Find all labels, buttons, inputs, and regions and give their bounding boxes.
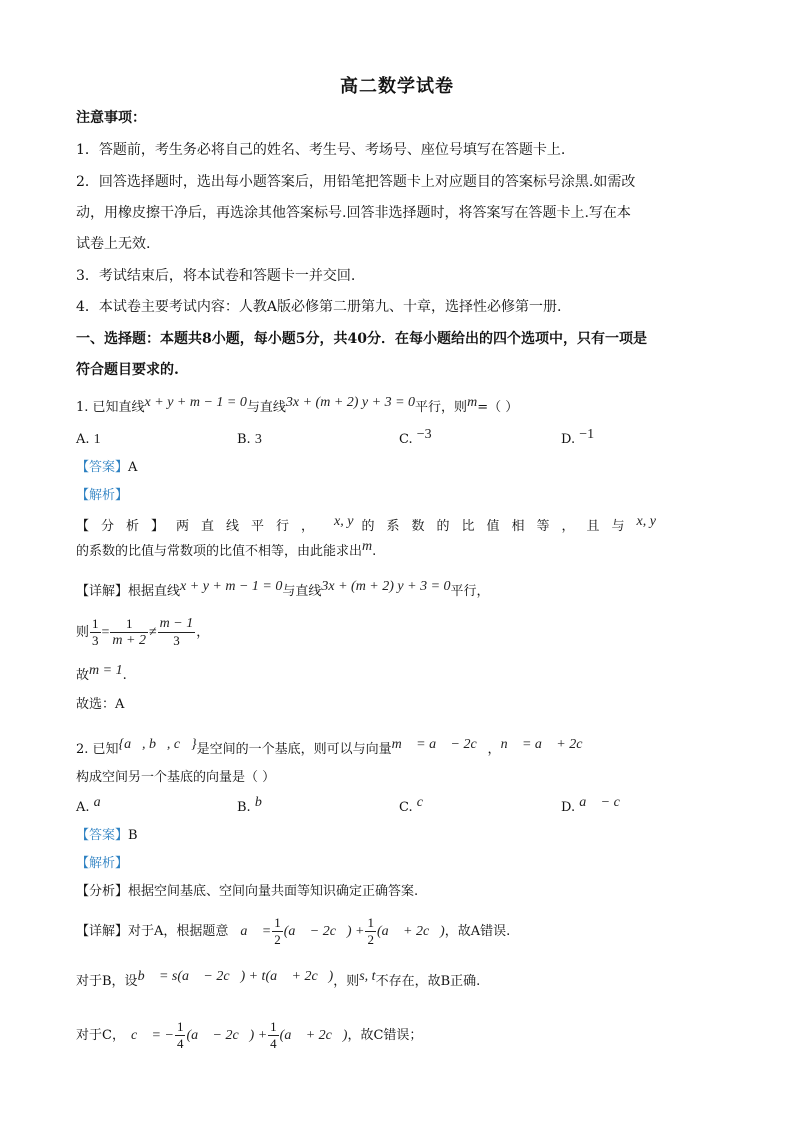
- q1-suffix2: =（ ）: [477, 400, 519, 415]
- detail-text-3: 平行，: [450, 584, 490, 599]
- option-value: a⃗ − c⃗: [579, 795, 631, 810]
- fenxi-text-3: 的系数的比值与常数项的比值不相等，由此能求出: [76, 544, 363, 559]
- notice-item-3: 3．考试结束后，将本试卷和答题卡一并交回.: [76, 268, 356, 284]
- detail-a-post: ，故A错误.: [444, 924, 511, 939]
- q1-result: [76, 663, 127, 686]
- detail-a-lhs: a⃗ =: [240, 924, 272, 939]
- q2-option-a: [76, 795, 112, 816]
- q2-basis: {a⃗, b⃗, c⃗}: [118, 737, 197, 752]
- detail-b-post: 不存在，故B正确.: [375, 974, 481, 989]
- notice-item-4: 4．本试卷主要考试内容：人教A版必修第二册第九、十章，选择性必修第一册.: [76, 299, 562, 315]
- fenxi-text-2: 的系数的比值相等，且与: [361, 519, 637, 534]
- option-value: −3: [416, 427, 432, 442]
- equals-sign: =: [101, 625, 110, 640]
- notice-item-1: 1．答题前，考生务必将自己的姓名、考生号、考场号、座位号填写在答题卡上.: [76, 142, 566, 158]
- ze-label: 则: [76, 625, 90, 640]
- notice-item-2-end: 试卷上无效.: [76, 236, 151, 252]
- frac-num: 1: [367, 915, 374, 930]
- fenxi-tag: 【分析】: [76, 519, 177, 534]
- detail-line2-eq: 3x + (m + 2) y + 3 = 0: [321, 579, 451, 594]
- option-letter: B.: [237, 432, 251, 447]
- xy-vars: x, y: [334, 514, 354, 529]
- answer-tag: 【答案】: [76, 460, 129, 475]
- q2-analysis-tag: 【解析】: [76, 856, 129, 871]
- frac-den: 3: [92, 633, 99, 648]
- q1-line1-eq: x + y + m − 1 = 0: [144, 395, 247, 410]
- half-frac: [365, 915, 376, 948]
- q2-detail-c: [76, 1016, 422, 1056]
- frac-c: [158, 616, 196, 649]
- q2-detail-a: [76, 912, 510, 952]
- detail-c-term2: (a⃗ + 2c⃗): [279, 1028, 348, 1043]
- q1-option-a: [76, 432, 101, 448]
- q1-suffix1: 平行，则: [415, 400, 468, 415]
- detail-a-term2: (a⃗ + 2c⃗): [376, 924, 445, 939]
- q1-answer: [76, 458, 137, 478]
- frac-b: [110, 616, 148, 649]
- fenxi-end: .: [372, 544, 377, 559]
- option-letter: D.: [561, 432, 576, 447]
- answer-value: A: [128, 460, 138, 475]
- detail-text-1: 根据直线: [128, 584, 181, 599]
- detail-tag: 【详解】: [76, 584, 129, 599]
- section-heading: 一、选择题：本题共8小题，每小题5分，共40分．在每小题给出的四个选项中，只有一项是: [76, 331, 647, 347]
- frac-den: 4: [270, 1036, 277, 1051]
- option-letter: C.: [399, 800, 413, 815]
- frac-den: m + 2: [112, 633, 146, 648]
- option-letter: A.: [76, 800, 90, 815]
- detail-a-term1: (a⃗ − 2c⃗) +: [283, 924, 365, 939]
- notice-item-2-cont: 动，用橡皮擦干净后，再选涂其他答案标号.回答非选择题时，将答案写在答题卡上.写在本: [76, 205, 631, 221]
- fenxi-text-1: 两直线平行，: [176, 519, 327, 534]
- result-eq: m = 1: [89, 663, 123, 678]
- q1-var: m: [467, 395, 478, 410]
- q2-vec-m: m⃗ = a⃗ − 2c⃗: [391, 737, 488, 752]
- q1-mid: 与直线: [246, 400, 286, 415]
- q2-detail-b: [76, 969, 481, 992]
- frac-den: 4: [176, 1036, 184, 1051]
- option-letter: C.: [399, 432, 413, 447]
- frac-den: 2: [367, 932, 374, 947]
- q1-choose: 故选：A: [76, 697, 125, 712]
- section-heading-cont: 符合题目要求的.: [76, 362, 179, 378]
- option-letter: D.: [561, 800, 576, 815]
- detail-a-text: 【详解】对于A，根据题意: [76, 924, 229, 939]
- xy-vars: x, y: [636, 514, 656, 529]
- not-equal-sign: ≠: [148, 625, 157, 640]
- q1-option-c: [399, 427, 432, 448]
- detail-c-post: ，故C错误；: [347, 1028, 423, 1043]
- q2-vec-n: n⃗ = a⃗ + 2c⃗: [500, 737, 594, 752]
- q2-option-d: [561, 795, 631, 816]
- frac-num: 1: [110, 616, 148, 633]
- q1-ratio: [76, 614, 209, 652]
- frac-num: m − 1: [159, 616, 194, 631]
- q2-option-c: [399, 795, 434, 816]
- option-value: c⃗: [416, 795, 434, 810]
- option-value: −1: [579, 427, 595, 442]
- q2-option-b: [237, 795, 273, 816]
- frac-a: [90, 616, 101, 649]
- q2-prefix: 2. 已知: [76, 742, 119, 757]
- frac-den: 2: [274, 932, 281, 947]
- gu-label: 故: [76, 668, 90, 683]
- answer-value: B: [128, 828, 138, 843]
- q1-option-b: [237, 432, 262, 448]
- frac-num: 1: [92, 616, 99, 631]
- q1-fenxi: [76, 514, 656, 537]
- option-value: 3: [254, 432, 262, 447]
- frac-num: 1: [176, 1019, 184, 1034]
- quarter-frac: [175, 1019, 186, 1052]
- frac-num: 1: [270, 1019, 277, 1034]
- frac-den: 3: [173, 633, 180, 648]
- q1-fenxi-cont: [76, 539, 377, 562]
- q2-fenxi: 【分析】根据空间基底、空间向量共面等知识确定正确答案.: [76, 884, 419, 899]
- q2-line2: 构成空间另一个基底的向量是（ ）: [76, 770, 276, 785]
- question-2: [76, 737, 594, 760]
- q1-option-d: [561, 427, 595, 448]
- notice-item-2: 2．回答选择题时，选出每小题答案后，用铅笔把答题卡上对应题目的答案标号涂黑.如需改: [76, 174, 636, 190]
- comma: ，: [487, 742, 501, 757]
- detail-text-2: 与直线: [282, 584, 322, 599]
- question-1: [76, 395, 519, 418]
- half-frac: [272, 915, 283, 948]
- detail-c-term1: (a⃗ − 2c⃗) +: [186, 1028, 268, 1043]
- option-letter: B.: [237, 800, 251, 815]
- detail-b-mid: ，则: [333, 974, 360, 989]
- q2-mid: 是空间的一个基底，则可以与向量: [196, 742, 392, 757]
- comma: ，: [196, 625, 210, 640]
- notice-heading: 注意事项：: [76, 110, 146, 126]
- detail-b-eq: b⃗ = s(a⃗ − 2c⃗) + t(a⃗ + 2c⃗): [137, 969, 334, 984]
- option-value: 1: [93, 432, 101, 447]
- option-letter: A.: [76, 432, 90, 447]
- q1-detail: [76, 579, 490, 602]
- page-title: 高二数学试卷: [340, 76, 454, 97]
- detail-c-text: 对于C，: [76, 1028, 125, 1043]
- quarter-frac: [268, 1019, 279, 1052]
- answer-tag: 【答案】: [76, 828, 129, 843]
- detail-b-text: 对于B，设: [76, 974, 138, 989]
- option-value: a⃗: [93, 795, 112, 810]
- q1-prefix: 1. 已知直线: [76, 400, 145, 415]
- option-value: b⃗: [254, 795, 273, 810]
- period: .: [122, 668, 127, 683]
- detail-c-lhs: c⃗ = −: [130, 1028, 174, 1043]
- fenxi-var: m: [362, 539, 373, 554]
- st-vars: s, t: [359, 969, 376, 984]
- q1-analysis-tag: 【解析】: [76, 488, 129, 503]
- detail-line1-eq: x + y + m − 1 = 0: [180, 579, 283, 594]
- q1-line2-eq: 3x + (m + 2) y + 3 = 0: [285, 395, 416, 410]
- q2-answer: [76, 826, 138, 846]
- frac-num: 1: [274, 915, 281, 930]
